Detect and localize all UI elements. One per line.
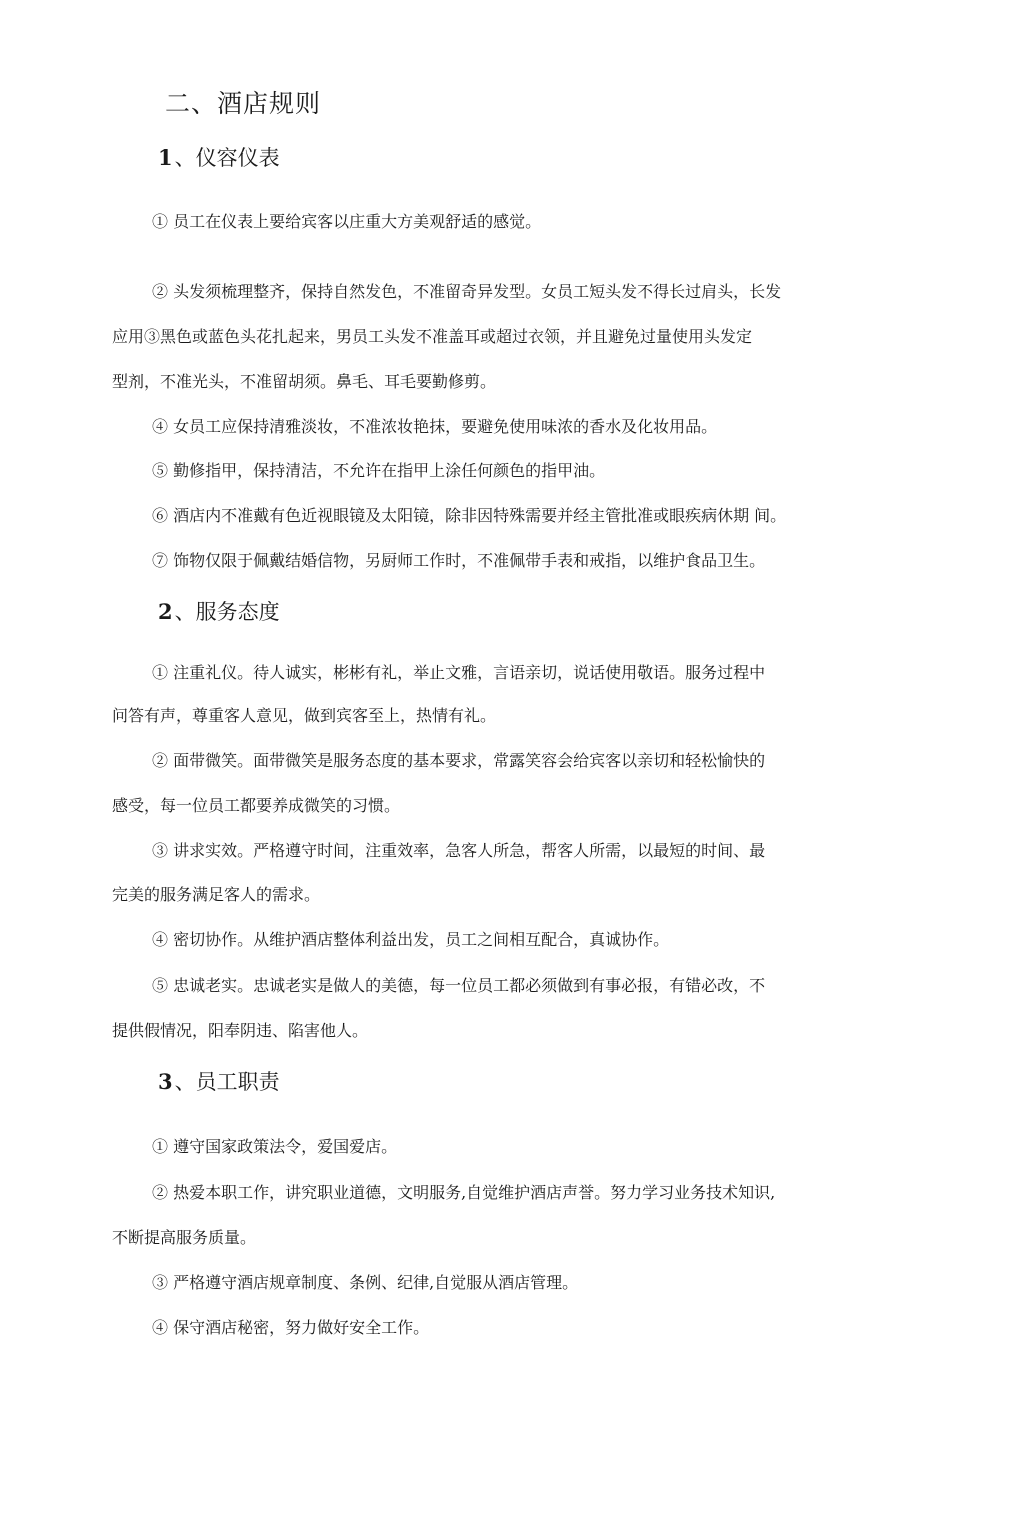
paragraph-line: ② 面带微笑。面带微笑是服务态度的基本要求，常露笑容会给宾客以亲切和轻松愉快的: [152, 751, 766, 770]
paragraph-line: ② 热爱本职工作，讲究职业道德，文明服务,自觉维护酒店声誉。努力学习业务技术知识,: [152, 1183, 776, 1202]
section-heading: [158, 142, 280, 172]
page-title: 二、酒店规则: [165, 89, 322, 118]
paragraph-line: ③ 严格遵守酒店规章制度、条例、纪律,自觉服从酒店管理。: [152, 1273, 579, 1292]
section-heading: [158, 596, 280, 626]
section-number: 2: [158, 599, 173, 624]
section-title: 、员工职责: [174, 1070, 280, 1094]
paragraph-line: 不断提高服务质量。: [112, 1228, 257, 1247]
section-number: 1: [158, 145, 173, 170]
paragraph-line: ⑥ 酒店内不准戴有色近视眼镜及太阳镜，除非因特殊需要并经主管批准或眼疾病休期 间。: [152, 506, 787, 525]
section-number: 3: [158, 1069, 173, 1094]
paragraph-line: 完美的服务满足客人的需求。: [112, 885, 321, 904]
paragraph-line: 提供假情况，阳奉阴违、陷害他人。: [112, 1021, 369, 1040]
paragraph-line: ① 注重礼仪。待人诚实，彬彬有礼，举止文雅，言语亲切，说话使用敬语。服务过程中: [152, 663, 766, 682]
paragraph-line: ① 员工在仪表上要给宾客以庄重大方美观舒适的感觉。: [152, 212, 542, 231]
paragraph-line: ⑤ 勤修指甲，保持清洁，不允许在指甲上涂任何颜色的指甲油。: [152, 461, 606, 480]
paragraph-line: ⑤ 忠诚老实。忠诚老实是做人的美德，每一位员工都必须做到有事必报，有错必改，不: [152, 976, 766, 995]
paragraph-line: 应用③黑色或蓝色头花扎起来，男员工头发不准盖耳或超过衣领，并且避免过量使用头发定: [112, 327, 753, 346]
paragraph-line: 问答有声，尊重客人意见，做到宾客至上，热情有礼。: [112, 706, 497, 725]
paragraph-line: ① 遵守国家政策法令，爱国爱店。: [152, 1137, 398, 1156]
paragraph-line: ④ 密切协作。从维护酒店整体利益出发，员工之间相互配合，真诚协作。: [152, 930, 670, 949]
section-heading: [158, 1066, 280, 1096]
paragraph-line: ② 头发须梳理整齐，保持自然发色，不准留奇异发型。女员工短头发不得长过肩头，长发: [152, 282, 782, 301]
paragraph-line: 感受，每一位员工都要养成微笑的习惯。: [112, 796, 401, 815]
paragraph-line: ④ 女员工应保持清雅淡妆，不准浓妆艳抹，要避免使用味浓的香水及化妆用品。: [152, 417, 718, 436]
paragraph-line: 型剂，不准光头，不准留胡须。鼻毛、耳毛要勤修剪。: [112, 372, 497, 391]
paragraph-line: ④ 保守酒店秘密，努力做好安全工作。: [152, 1318, 430, 1337]
section-title: 、仪容仪表: [174, 146, 280, 170]
paragraph-line: ③ 讲求实效。严格遵守时间，注重效率，急客人所急，帮客人所需，以最短的时间、最: [152, 841, 766, 860]
section-title: 、服务态度: [174, 600, 280, 624]
paragraph-line: ⑦ 饰物仅限于佩戴结婚信物，另厨师工作时，不准佩带手表和戒指，以维护食品卫生。: [152, 551, 766, 570]
